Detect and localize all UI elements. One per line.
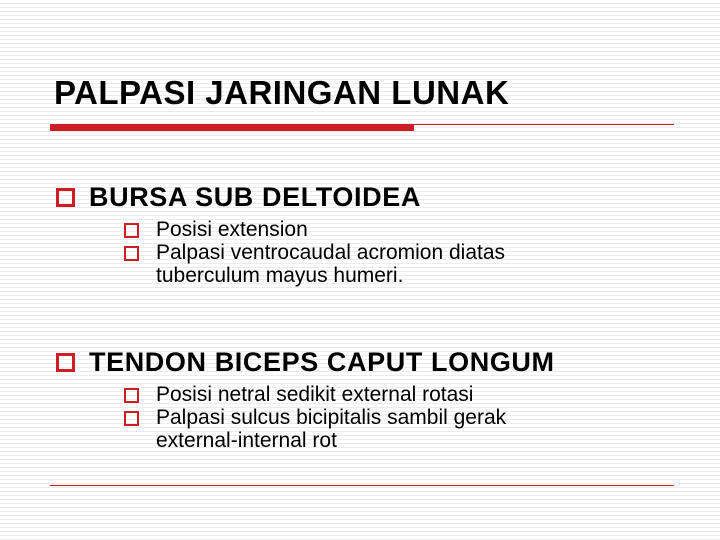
slide-title: PALPASI JARINGAN LUNAK (54, 74, 510, 111)
hollow-square-bullet-icon (56, 188, 75, 207)
list-item (124, 406, 555, 452)
sub-bullet-list (124, 218, 505, 287)
list-item (124, 218, 505, 241)
hollow-square-bullet-icon (124, 411, 139, 426)
list-item-text: Palpasi sulcus bicipitalis sambil gerak external-internal rot (156, 406, 507, 452)
section-heading-row (56, 345, 555, 379)
section-heading: BURSA SUB DELTOIDEA (89, 181, 421, 212)
section-heading-row (56, 180, 505, 214)
hollow-square-bullet-icon (56, 353, 75, 372)
title-underline-accent (50, 124, 414, 131)
list-item-text: Palpasi ventrocaudal acromion diatas tuberculum mayus humeri. (156, 241, 506, 287)
title-underline-rule (414, 124, 674, 125)
section-heading: TENDON BICEPS CAPUT LONGUM (89, 346, 555, 377)
list-item (124, 383, 555, 406)
hollow-square-bullet-icon (124, 388, 139, 403)
hollow-square-bullet-icon (124, 246, 139, 261)
sub-bullet-list (124, 383, 555, 452)
footer-rule (50, 485, 674, 486)
hollow-square-bullet-icon (124, 223, 139, 238)
list-item-text: Posisi netral sedikit external rotasi (156, 383, 474, 406)
list-item-text: Posisi extension (156, 218, 308, 241)
section-bursa-sub-deltoidea (56, 180, 505, 287)
list-item (124, 241, 505, 287)
section-tendon-biceps-caput-longum (56, 345, 555, 452)
